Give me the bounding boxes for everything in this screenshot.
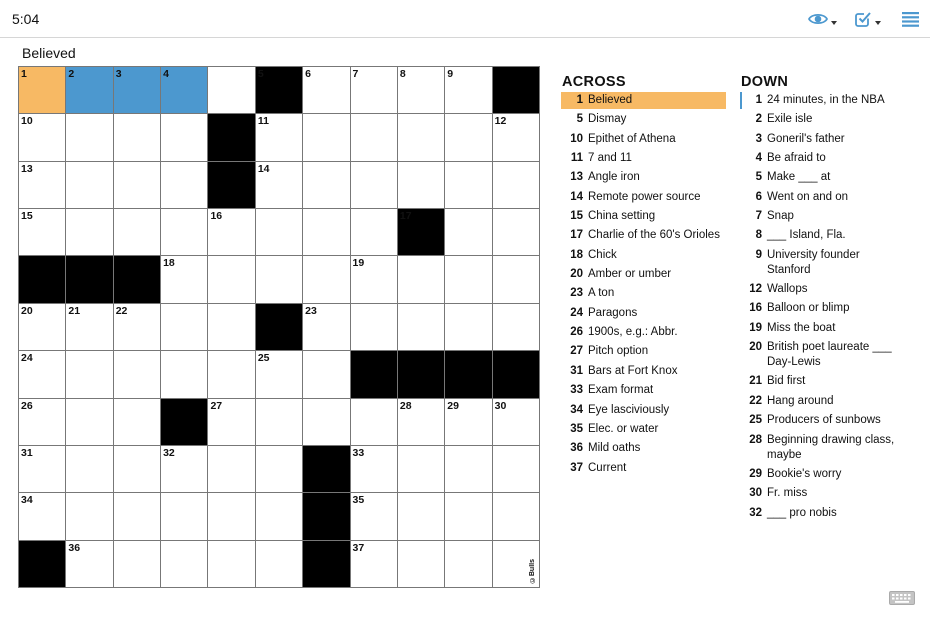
clue-number: 10 (570, 132, 583, 145)
clue-number: 9 (755, 248, 762, 261)
clue-text: 1900s, e.g.: Abbr. (588, 326, 678, 339)
grid-cell[interactable] (66, 541, 112, 587)
grid-cell[interactable] (161, 114, 207, 160)
grid-cell[interactable] (398, 256, 444, 302)
grid-cell[interactable] (208, 493, 254, 539)
across-clue-24[interactable] (561, 305, 726, 322)
grid-cell[interactable] (398, 493, 444, 539)
grid-cell[interactable] (161, 304, 207, 350)
grid-cell[interactable] (256, 446, 302, 492)
grid-cell[interactable] (161, 446, 207, 492)
clue-number: 17 (570, 229, 583, 242)
grid-cell[interactable] (445, 67, 491, 113)
clue-text: 24 minutes, in the NBA (767, 94, 885, 106)
across-clue-10[interactable] (561, 131, 726, 148)
grid-cell[interactable] (19, 114, 65, 160)
cell-number: 11 (257, 115, 269, 128)
grid-cell[interactable] (66, 399, 112, 445)
clue-text: China setting (588, 210, 656, 223)
cell-number: 27 (210, 399, 223, 412)
grid-cell[interactable] (114, 493, 160, 539)
clue-number: 2 (755, 113, 762, 126)
down-clue-list (740, 92, 905, 524)
grid-cell[interactable] (66, 162, 112, 208)
grid-cell[interactable] (208, 67, 254, 113)
across-clue-list (561, 92, 726, 479)
grid-cell[interactable] (66, 304, 112, 350)
clue-number: 6 (755, 190, 762, 203)
top-toolbar (0, 0, 930, 38)
clue-text: Chick (588, 248, 617, 261)
cell-number: 25 (257, 352, 270, 365)
grid-cell[interactable] (351, 541, 397, 587)
clue-number: 29 (749, 467, 762, 480)
black-cell (19, 256, 65, 302)
grid-cell[interactable] (445, 304, 491, 350)
black-cell (19, 541, 65, 587)
clue-text: ___ pro nobis (767, 506, 837, 519)
grid-cell[interactable] (114, 304, 160, 350)
grid-cell[interactable] (114, 399, 160, 445)
grid-cell[interactable] (351, 399, 397, 445)
grid-cell[interactable] (445, 209, 491, 255)
grid-cell[interactable] (161, 209, 207, 255)
grid-cell[interactable] (66, 67, 112, 113)
clue-number: 3 (755, 132, 762, 145)
grid-cell[interactable] (351, 209, 397, 255)
down-clue-8[interactable] (740, 227, 905, 244)
grid-cell[interactable] (208, 541, 254, 587)
cell-number: 6 (305, 68, 312, 80)
grid-cell[interactable] (493, 256, 539, 302)
grid-cell[interactable] (351, 114, 397, 160)
across-clue-11[interactable] (561, 150, 726, 167)
clue-number: 28 (749, 433, 762, 446)
grid-cell[interactable] (19, 351, 65, 397)
clue-text: Pitch option (588, 345, 649, 358)
grid-cell[interactable] (445, 493, 491, 539)
grid-cell[interactable] (161, 541, 207, 587)
clue-number: 34 (570, 403, 583, 416)
clue-number: 11 (570, 152, 583, 165)
clue-text: Elec. or water (588, 422, 659, 435)
grid-cell[interactable] (303, 162, 349, 208)
clue-number: 25 (749, 414, 762, 427)
grid-cell[interactable] (351, 256, 397, 302)
grid-cell[interactable] (303, 67, 349, 113)
clue-text: ___ Island, Fla. (767, 229, 846, 242)
clue-text: Snap (767, 210, 794, 223)
cell-number: 12 (494, 115, 507, 128)
clue-number: 21 (749, 375, 762, 388)
grid-cell[interactable] (398, 67, 444, 113)
clue-text: Charlie of the 60's Orioles (588, 229, 720, 242)
cell-number: 21 (68, 304, 81, 317)
black-cell (398, 209, 444, 255)
clue-number: 26 (570, 326, 583, 339)
black-cell (398, 351, 444, 397)
crossword-grid[interactable] (18, 66, 540, 588)
grid-cell[interactable] (208, 209, 254, 255)
menu-button[interactable] (902, 8, 919, 30)
clue-number: 5 (576, 113, 583, 126)
cell-number: 10 (21, 115, 33, 128)
grid-cell[interactable] (303, 304, 349, 350)
grid-cell[interactable] (66, 351, 112, 397)
black-cell (256, 67, 302, 113)
clue-text: Miss the boat (767, 321, 836, 334)
down-clue-21[interactable] (740, 373, 905, 390)
down-clue-6[interactable] (740, 189, 905, 206)
grid-cell[interactable] (114, 446, 160, 492)
cell-number: 29 (447, 399, 459, 412)
black-cell (351, 351, 397, 397)
clue-text: Amber or umber (588, 268, 672, 281)
across-clue-14[interactable] (561, 189, 726, 206)
grid-cell[interactable] (256, 541, 302, 587)
grid-cell[interactable] (303, 399, 349, 445)
grid-cell[interactable] (398, 399, 444, 445)
grid-cell[interactable] (445, 399, 491, 445)
clue-text: Dismay (588, 113, 627, 126)
black-cell (303, 446, 349, 492)
grid-cell[interactable] (256, 493, 302, 539)
grid-cell[interactable] (445, 256, 491, 302)
grid-cell[interactable] (208, 304, 254, 350)
cell-number: 16 (210, 210, 223, 223)
check-icon (854, 10, 872, 28)
clue-text: Goneril's father (767, 132, 845, 145)
cell-number: 37 (352, 541, 365, 554)
clue-text: Paragons (588, 306, 638, 319)
grid-cell[interactable] (161, 162, 207, 208)
clue-number: 4 (755, 152, 762, 165)
across-clue-5[interactable] (561, 111, 726, 128)
grid-cell[interactable] (351, 493, 397, 539)
down-clue-25[interactable] (740, 412, 905, 429)
grid-cell[interactable] (114, 162, 160, 208)
grid-cell[interactable] (398, 541, 444, 587)
across-clue-26[interactable] (561, 324, 726, 341)
clue-number: 20 (570, 268, 583, 281)
clue-text: Epithet of Athena (588, 132, 676, 145)
cell-number: 36 (68, 541, 81, 554)
clue-text: 7 and 11 (588, 152, 632, 165)
clue-text: Bid first (767, 375, 806, 388)
clue-text: Bars at Fort Knox (588, 364, 678, 377)
cell-number: 32 (163, 446, 175, 459)
cell-number: 24 (21, 352, 33, 365)
clue-text: Exile isle (767, 113, 813, 126)
clue-text: Hang around (767, 394, 834, 407)
clue-text: Balloon or blimp (767, 302, 850, 315)
grid-cell[interactable] (256, 114, 302, 160)
across-clue-37[interactable] (561, 460, 726, 477)
grid-cell[interactable] (208, 399, 254, 445)
clue-number: 33 (570, 384, 583, 397)
grid-cell[interactable] (256, 351, 302, 397)
grid-cell[interactable] (351, 446, 397, 492)
grid-cell[interactable] (114, 351, 160, 397)
clue-number: 27 (570, 345, 583, 358)
grid-cell[interactable] (19, 399, 65, 445)
across-clue-36[interactable] (561, 440, 726, 457)
clue-number: 22 (749, 394, 762, 407)
across-clue-13[interactable] (561, 169, 726, 186)
clue-text: Beginning drawing class, maybe (767, 433, 895, 461)
cell-number: 9 (447, 68, 454, 80)
black-cell (161, 399, 207, 445)
clue-number: 37 (570, 461, 583, 474)
down-clue-4[interactable] (740, 150, 905, 167)
grid-cell[interactable] (19, 304, 65, 350)
check-menu-button[interactable] (854, 8, 881, 30)
grid-cell[interactable] (161, 493, 207, 539)
down-clue-28[interactable] (740, 432, 905, 464)
clue-number: 18 (570, 248, 583, 261)
black-cell (493, 351, 539, 397)
grid-cell[interactable] (19, 162, 65, 208)
down-clue-22[interactable] (740, 393, 905, 410)
across-clue-34[interactable] (561, 402, 726, 419)
down-clue-9[interactable] (740, 247, 905, 279)
black-cell (256, 304, 302, 350)
clue-text: Mild oaths (588, 442, 641, 455)
clue-text: Believed (588, 94, 633, 106)
clue-number: 5 (755, 171, 762, 184)
grid-cell[interactable] (398, 162, 444, 208)
grid-cell[interactable] (114, 209, 160, 255)
clue-number: 13 (570, 171, 583, 184)
chevron-down-icon (831, 21, 837, 25)
down-clue-2[interactable] (740, 111, 905, 128)
clue-text: Angle iron (588, 171, 640, 184)
grid-cell[interactable] (256, 162, 302, 208)
across-clue-18[interactable] (561, 247, 726, 264)
grid-cell[interactable] (19, 209, 65, 255)
black-cell (208, 114, 254, 160)
grid-cell[interactable] (161, 67, 207, 113)
black-cell (303, 541, 349, 587)
grid-cell[interactable] (303, 256, 349, 302)
black-cell (114, 256, 160, 302)
cell-number: 17 (399, 210, 412, 223)
clue-number: 1 (576, 94, 583, 106)
cell-number: 28 (399, 399, 412, 412)
cell-number: 1 (21, 68, 27, 80)
cell-number: 34 (21, 494, 33, 507)
grid-cell[interactable] (445, 541, 491, 587)
across-clue-15[interactable] (561, 208, 726, 225)
grid-cell[interactable] (351, 162, 397, 208)
grid-cell[interactable] (303, 351, 349, 397)
grid-cell[interactable] (303, 114, 349, 160)
clue-number: 20 (749, 341, 762, 354)
clue-number: 35 (570, 422, 583, 435)
clue-text: Eye lasciviously (588, 403, 670, 416)
down-clue-5[interactable] (740, 169, 905, 186)
grid-cell[interactable] (493, 304, 539, 350)
down-heading: DOWN (741, 74, 789, 90)
clue-text: Went on and on (767, 190, 848, 203)
clue-text: A ton (588, 287, 615, 300)
clue-number: 24 (570, 306, 583, 319)
down-clue-29[interactable] (740, 466, 905, 483)
grid-cell[interactable] (303, 209, 349, 255)
down-clue-19[interactable] (740, 320, 905, 337)
across-clue-35[interactable] (561, 421, 726, 438)
grid-cell[interactable] (19, 446, 65, 492)
clue-text: Be afraid to (767, 152, 826, 165)
grid-cell[interactable] (66, 446, 112, 492)
clue-number: 19 (749, 321, 762, 334)
reveal-menu-button[interactable] (808, 8, 837, 30)
clue-number: 32 (749, 506, 762, 519)
cell-number: 19 (352, 257, 365, 270)
grid-cell[interactable] (208, 256, 254, 302)
grid-cell[interactable] (208, 446, 254, 492)
timer: 5:04 (12, 11, 40, 27)
grid-cell[interactable] (398, 446, 444, 492)
cell-number: 26 (21, 399, 33, 412)
black-cell (445, 351, 491, 397)
clue-number: 23 (570, 287, 583, 300)
clue-text: British poet laureate ___ Day-Lewis (767, 341, 892, 369)
grid-cell[interactable] (445, 162, 491, 208)
cell-number: 3 (115, 68, 122, 80)
grid-cell[interactable] (161, 351, 207, 397)
cell-number: 18 (163, 257, 175, 270)
down-clue-7[interactable] (740, 208, 905, 225)
clue-text: Exam format (588, 384, 654, 397)
black-cell (493, 67, 539, 113)
grid-cell[interactable] (208, 351, 254, 397)
clue-text: Current (588, 461, 627, 474)
grid-cell[interactable] (66, 114, 112, 160)
grid-cell[interactable] (66, 209, 112, 255)
cell-number: 14 (257, 162, 270, 175)
across-heading: ACROSS (562, 74, 626, 90)
grid-cell[interactable] (493, 209, 539, 255)
current-clue: Believed (22, 45, 76, 61)
grid-cell[interactable] (19, 67, 65, 113)
grid-cell[interactable] (445, 114, 491, 160)
grid-cell[interactable] (256, 399, 302, 445)
down-clue-32[interactable] (740, 505, 905, 522)
grid-cell[interactable] (351, 67, 397, 113)
black-cell (208, 162, 254, 208)
grid-cell[interactable] (493, 399, 539, 445)
cell-number: 13 (21, 162, 33, 175)
grid-cell[interactable] (493, 446, 539, 492)
grid-cell[interactable] (493, 162, 539, 208)
copyright-notice: ©Bulls (528, 558, 536, 583)
grid-cell[interactable] (256, 256, 302, 302)
clue-text: Producers of sunbows (767, 414, 881, 427)
clue-number: 36 (570, 442, 583, 455)
grid-cell[interactable] (493, 493, 539, 539)
grid-cell[interactable] (114, 67, 160, 113)
keyboard-toggle-button[interactable] (889, 591, 915, 605)
across-clue-31[interactable] (561, 363, 726, 380)
grid-cell[interactable] (493, 541, 539, 587)
across-clue-23[interactable] (561, 285, 726, 302)
grid-cell[interactable] (66, 493, 112, 539)
clue-number: 14 (570, 190, 583, 203)
clue-number: 15 (570, 210, 583, 223)
black-cell (66, 256, 112, 302)
cell-number: 7 (352, 68, 359, 80)
clue-text: Make ___ at (767, 171, 831, 184)
down-clue-16[interactable] (740, 300, 905, 317)
cell-number: 23 (305, 304, 317, 317)
across-clue-27[interactable] (561, 343, 726, 360)
grid-cell[interactable] (114, 541, 160, 587)
clue-number: 31 (570, 364, 583, 377)
clue-text: Fr. miss (767, 487, 808, 500)
clue-number: 12 (749, 283, 762, 296)
menu-icon (902, 11, 919, 27)
cell-number: 8 (399, 68, 406, 80)
grid-cell[interactable] (398, 114, 444, 160)
clue-number: 1 (755, 94, 762, 106)
down-clue-30[interactable] (740, 485, 905, 502)
cell-number: 22 (115, 304, 128, 317)
cell-number: 30 (494, 399, 507, 412)
across-clue-17[interactable] (561, 227, 726, 244)
cell-number: 20 (21, 304, 33, 317)
cell-number: 33 (352, 446, 365, 459)
cell-number: 31 (21, 446, 33, 459)
grid-cell[interactable] (256, 209, 302, 255)
across-clue-20[interactable] (561, 266, 726, 283)
clue-text: Wallops (767, 283, 808, 296)
down-clue-20[interactable] (740, 339, 905, 371)
across-clue-1[interactable] (561, 92, 726, 109)
keyboard-icon (889, 591, 915, 605)
eye-icon (808, 12, 828, 26)
grid-cell[interactable] (351, 304, 397, 350)
grid-cell[interactable] (493, 114, 539, 160)
black-cell (303, 493, 349, 539)
clue-text: Remote power source (588, 190, 701, 203)
clue-number: 8 (755, 229, 762, 242)
across-clue-33[interactable] (561, 382, 726, 399)
down-clue-1[interactable] (740, 92, 905, 109)
grid-cell[interactable] (398, 304, 444, 350)
cell-number: 4 (163, 68, 169, 80)
grid-cell[interactable] (19, 493, 65, 539)
grid-cell[interactable] (161, 256, 207, 302)
clue-number: 16 (749, 302, 762, 315)
cell-number: 15 (21, 210, 33, 223)
clue-text: Bookie's worry (767, 467, 842, 480)
clue-number: 30 (749, 487, 762, 500)
cell-number: 35 (352, 494, 365, 507)
grid-cell[interactable] (445, 446, 491, 492)
clue-text: University founder Stanford (767, 248, 860, 276)
cell-number: 2 (68, 68, 75, 80)
grid-cell[interactable] (114, 114, 160, 160)
cell-number: 5 (257, 68, 264, 80)
chevron-down-icon (875, 21, 881, 25)
down-clue-12[interactable] (740, 281, 905, 298)
down-clue-3[interactable] (740, 131, 905, 148)
clue-number: 7 (755, 210, 762, 223)
